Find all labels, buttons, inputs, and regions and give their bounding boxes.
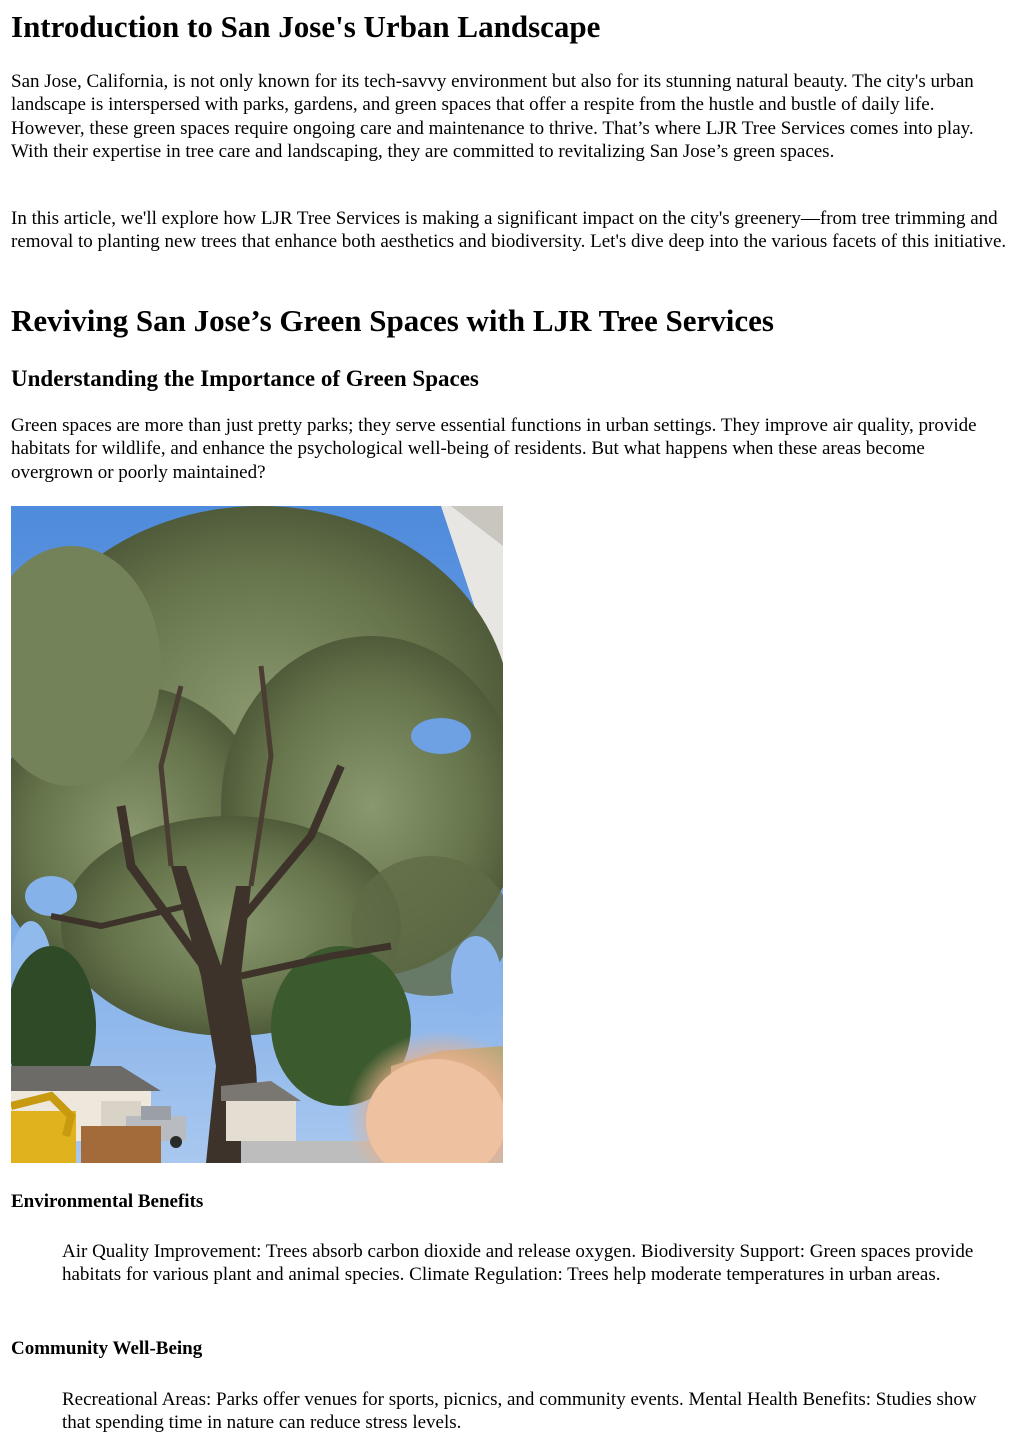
environmental-benefits-text: Air Quality Improvement: Trees absorb carbon dioxide and release oxygen. Biodiversity Support: Green spaces provide habitats for various plant and animal species. Climate Regulation: Trees help moderate temperatures in urban areas.	[62, 1241, 974, 1286]
community-well-being-text: Recreational Areas: Parks offer venues for sports, picnics, and community events. Mental Health Benefits: Studies show that spending time in nature can reduce stress levels.	[62, 1389, 977, 1434]
section-subheading: Understanding the Importance of Green Spaces	[11, 366, 479, 391]
intro-paragraph-1: San Jose, California, is not only known for its tech-savvy environment but also for its stunning natural beauty. The city's urban landscape is interspersed with parks, gardens, and green spaces that offer a respite from the hustle and bustle of daily life. However, these green spaces require ongoing care and maintenance to thrive. That’s where LJR Tree Services comes into play. With their expertise in tree care and landscaping, they are committed to revitalizing San Jose’s green spaces.	[11, 71, 974, 163]
community-well-being-heading: Community Well-Being	[11, 1338, 203, 1359]
environmental-benefits-heading: Environmental Benefits	[11, 1191, 204, 1212]
intro-heading: Introduction to San Jose's Urban Landscape	[11, 9, 601, 44]
tree-photo	[11, 506, 503, 1163]
intro-paragraph-2: In this article, we'll explore how LJR Tree Services is making a significant impact on the city's greenery—from tree trimming and removal to planting new trees that enhance both aesthetics and biodiversity. Let's dive deep into the various facets of this initiative.	[11, 208, 1007, 253]
tree-photo-image	[11, 506, 503, 1163]
green-spaces-paragraph: Green spaces are more than just pretty parks; they serve essential functions in urban settings. They improve air quality, provide habitats for wildlife, and enhance the psychological well-being of residents. But what happens when these areas become overgrown or poorly maintained?	[11, 415, 977, 483]
main-heading: Reviving San Jose’s Green Spaces with LJR Tree Services	[11, 303, 774, 338]
